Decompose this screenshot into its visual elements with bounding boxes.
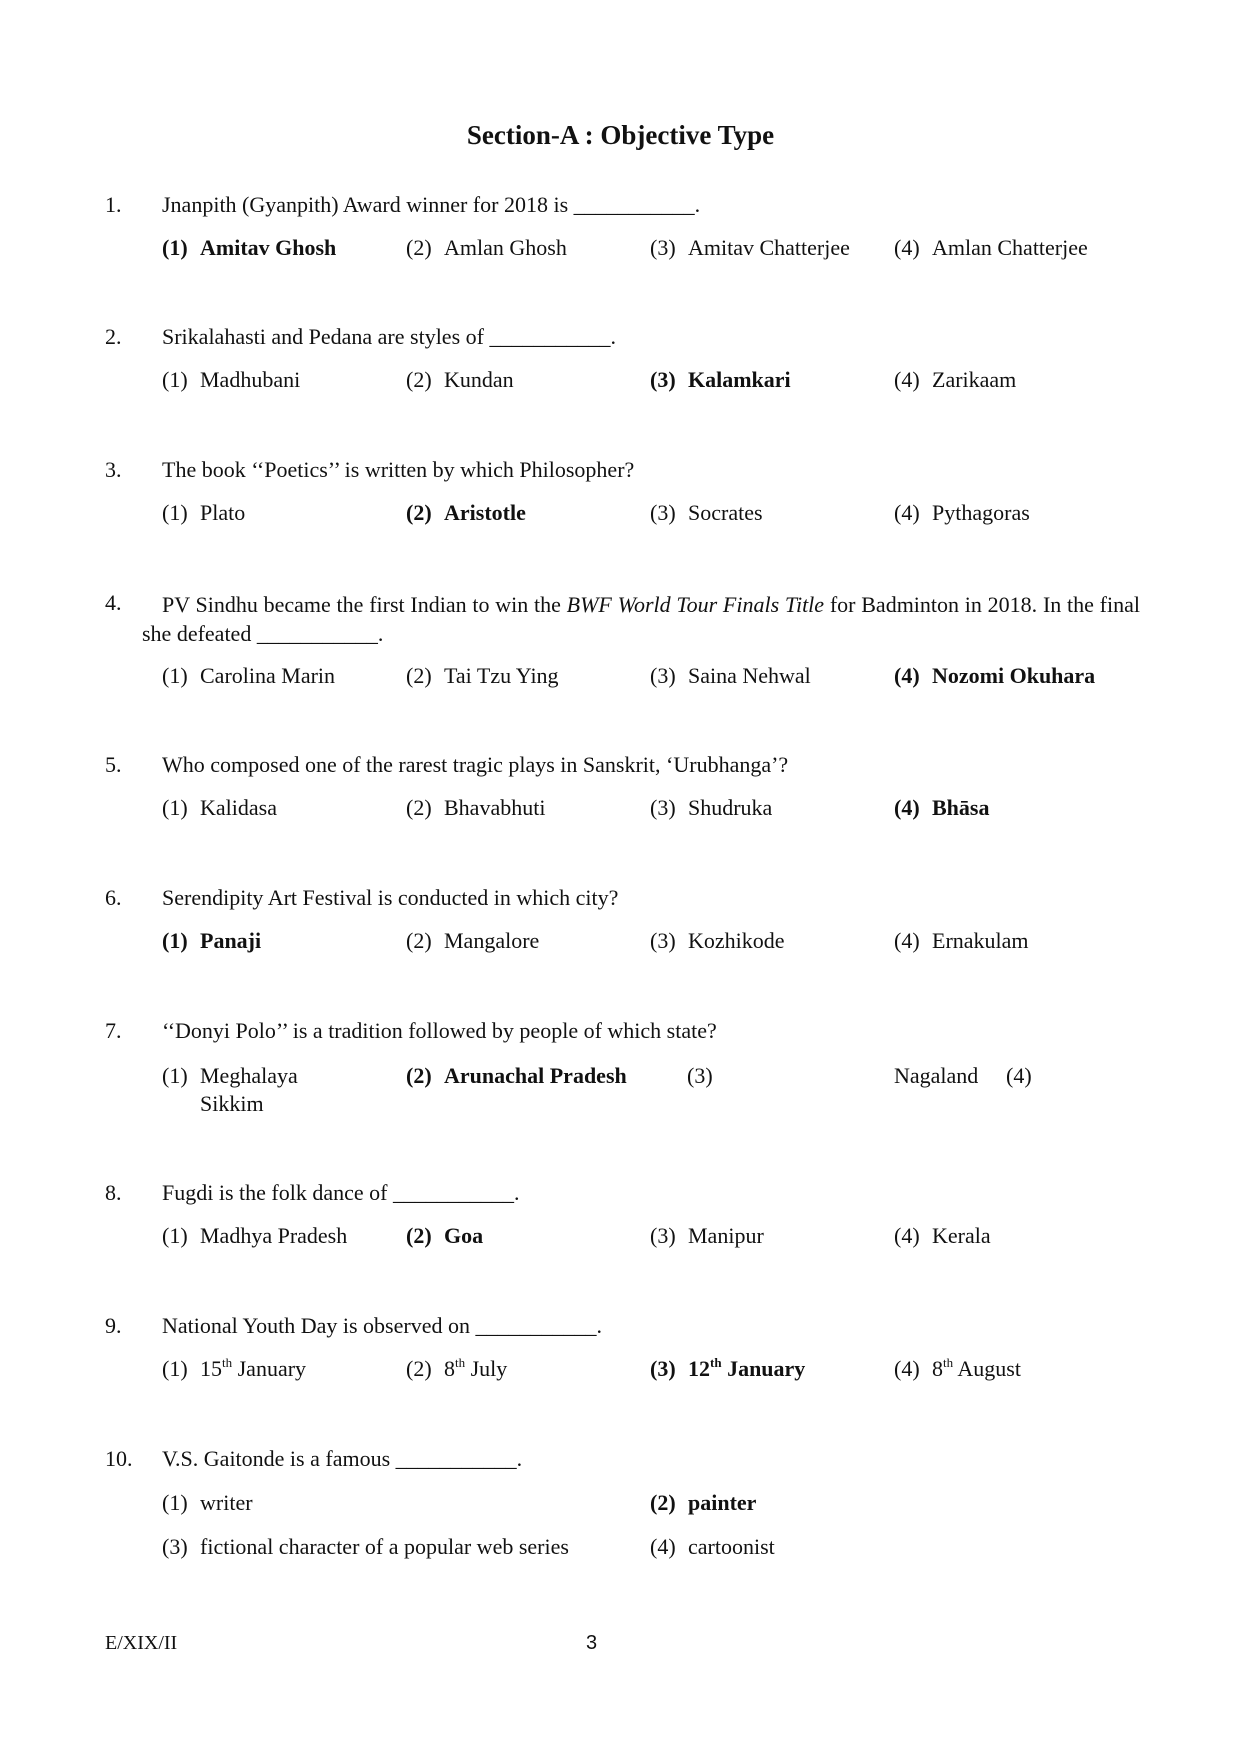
question-number: 1. (105, 192, 122, 217)
question-stem: PV Sindhu became the first Indian to win the BWF World Tour Finals Title for Badminton in 2018. In the final she defeated ___________. (142, 592, 1140, 646)
option-3-correct: (3) 12th January (650, 1354, 806, 1381)
option-4: (4) Kerala (894, 1223, 991, 1248)
option-4-correct: (4) Bhāsa (894, 795, 990, 820)
option-2: (2) Tai Tzu Ying (406, 663, 559, 688)
option-4-correct: (4) Nozomi Okuhara (894, 663, 1096, 688)
option-3-correct: (3) Kalamkari (650, 367, 791, 392)
option-4-text-wrapped: Sikkim (200, 1091, 264, 1116)
option-2-correct: (2) Aristotle (406, 500, 526, 525)
option-3: (3) Socrates (650, 500, 763, 525)
option-4: (4) Ernakulam (894, 928, 1029, 953)
option-1-correct: (1) Panaji (162, 928, 262, 953)
question-stem: Serendipity Art Festival is conducted in which city? (162, 885, 619, 910)
footer-page-number: 3 (586, 1632, 598, 1654)
question-number: 8. (105, 1180, 122, 1205)
option-1: (1) Madhya Pradesh (162, 1223, 348, 1248)
question-stem: Fugdi is the folk dance of ___________. (162, 1180, 520, 1205)
option-1-correct: (1) Amitav Ghosh (162, 235, 337, 260)
option-2-correct: (2) Goa (406, 1223, 484, 1248)
option-2: (2) Kundan (406, 367, 514, 392)
option-3: (3) fictional character of a popular web series (162, 1534, 569, 1559)
option-2-correct: (2) painter (650, 1490, 757, 1515)
option-2: (2) Mangalore (406, 928, 540, 953)
italic-title: BWF World Tour Finals Title (566, 592, 825, 617)
option-1: (1) Carolina Marin (162, 663, 336, 688)
question-number: 6. (105, 885, 122, 910)
question-stem: Jnanpith (Gyanpith) Award winner for 2018 is ___________. (162, 192, 701, 217)
option-3: (3) Amitav Chatterjee (650, 235, 850, 260)
question-number: 10. (105, 1446, 133, 1471)
option-4: (4) Pythagoras (894, 500, 1030, 525)
option-2: (2) 8th July (406, 1354, 508, 1381)
option-2: (2) Bhavabhuti (406, 795, 546, 820)
option-3-text-misplaced: Nagaland (894, 1063, 979, 1088)
option-3: (3) Kozhikode (650, 928, 785, 953)
question-stem: V.S. Gaitonde is a famous ___________. (162, 1446, 523, 1471)
question-stem: ‘‘Donyi Polo’’ is a tradition followed by people of which state? (162, 1018, 717, 1043)
option-1: (1) writer (162, 1490, 253, 1515)
option-4: (4) cartoonist (650, 1534, 775, 1559)
question-stem: Srikalahasti and Pedana are styles of ___________. (162, 324, 616, 349)
option-1: (1) Meghalaya (162, 1063, 298, 1088)
question-number: 5. (105, 752, 122, 777)
option-4: (4) Zarikaam (894, 367, 1017, 392)
option-1: (1) 15th January (162, 1354, 307, 1381)
option-2-correct: (2) Arunachal Pradesh (406, 1063, 627, 1088)
option-4: (4) 8th August (894, 1354, 1021, 1381)
question-number: 9. (105, 1313, 122, 1338)
question-stem: The book ‘‘Poetics’’ is written by which Philosopher? (162, 457, 635, 482)
option-1: (1) Kalidasa (162, 795, 277, 820)
question-number: 2. (105, 324, 122, 349)
question-number: 7. (105, 1018, 122, 1043)
option-3: (3) Manipur (650, 1223, 764, 1248)
option-3-number: (3) (687, 1063, 713, 1088)
option-4-number: (4) (1006, 1063, 1032, 1088)
section-title: Section-A : Objective Type (466, 120, 775, 150)
question-stem: National Youth Day is observed on ___________. (162, 1313, 602, 1338)
option-2: (2) Amlan Ghosh (406, 235, 567, 260)
question-number: 4. (105, 590, 122, 615)
question-number: 3. (105, 457, 122, 482)
option-3: (3) Shudruka (650, 795, 773, 820)
option-1: (1) Plato (162, 500, 246, 525)
question-stem: Who composed one of the rarest tragic plays in Sanskrit, ‘Urubhanga’? (162, 752, 789, 777)
option-3: (3) Saina Nehwal (650, 663, 811, 688)
option-4: (4) Amlan Chatterjee (894, 235, 1088, 260)
option-1: (1) Madhubani (162, 367, 301, 392)
footer-paper-code: E/XIX/II (105, 1632, 178, 1654)
